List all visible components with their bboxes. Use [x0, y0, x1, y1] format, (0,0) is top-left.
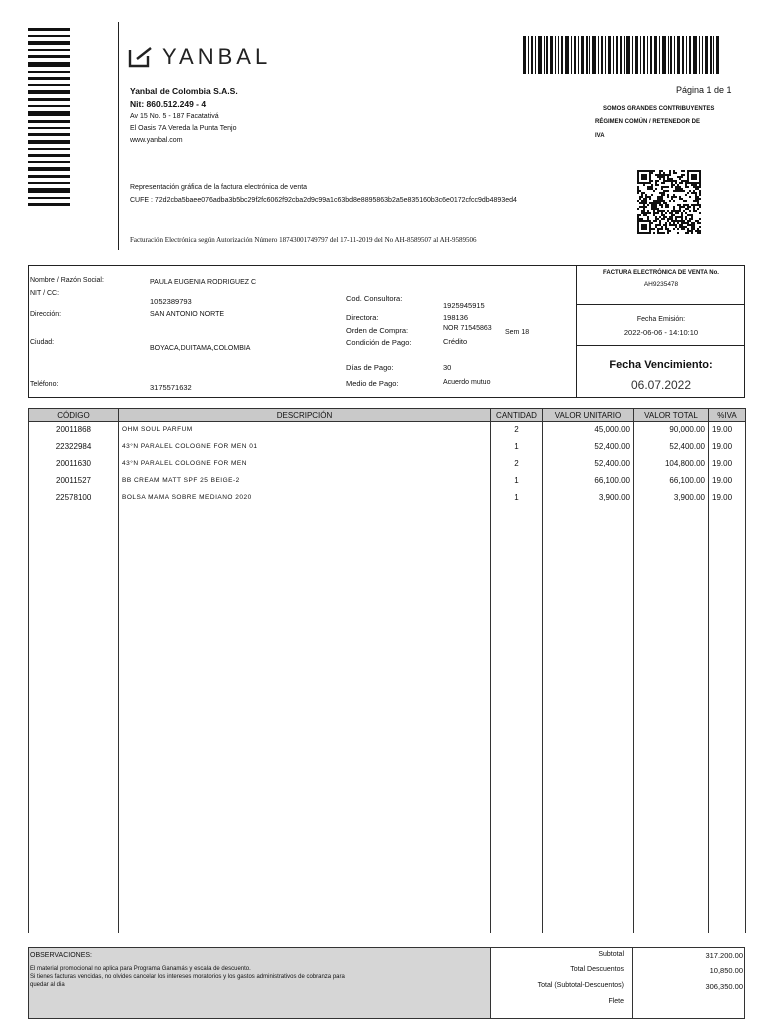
- taxpayer-line-1: SOMOS GRANDES CONTRIBUYENTES: [603, 106, 715, 112]
- name-value: PAULA EUGENIA RODRIGUEZ C: [150, 279, 257, 286]
- address-label: Dirección:: [30, 311, 62, 318]
- row-code: 20011630: [29, 456, 119, 473]
- consultant-label: Cod. Consultora:: [346, 294, 403, 303]
- row-quantity: 1: [491, 439, 543, 456]
- header-code: CÓDIGO: [29, 409, 119, 422]
- barcode-bar: [523, 36, 526, 74]
- barcode-bar: [544, 36, 545, 74]
- authorization-text: Facturación Electrónica según Autorización Número 18743001749797 del 17-11-2019 del No AH-8589507 al AH-9589506: [130, 236, 477, 244]
- row-quantity: 1: [491, 490, 543, 507]
- barcode-bar: [677, 36, 680, 74]
- barcode-bar: [632, 36, 633, 74]
- barcode-bar: [710, 36, 712, 74]
- payment-days-label: Días de Pago:: [346, 363, 394, 372]
- barcode-bar: [28, 154, 70, 157]
- barcode-bar: [640, 36, 641, 74]
- barcode-bar: [28, 133, 70, 136]
- barcode-bar: [705, 36, 708, 74]
- barcode-bar: [650, 36, 652, 74]
- barcode-bar: [28, 84, 70, 86]
- barcode-bar: [574, 36, 576, 74]
- barcode-bar: [28, 148, 70, 150]
- barcode-bar: [670, 36, 672, 74]
- row-code: 20011868: [29, 422, 119, 439]
- row-iva: 19.00: [709, 422, 746, 439]
- footer-divider-1: [490, 947, 491, 1019]
- invoice-number: AH9235478: [643, 281, 679, 288]
- row-unit-value: 66,100.00: [543, 473, 634, 490]
- barcode-bar: [28, 182, 70, 184]
- barcode-bar: [654, 36, 657, 74]
- barcode-bar: [716, 36, 719, 74]
- barcode-bar: [28, 62, 70, 67]
- barcode-bar: [28, 167, 70, 171]
- row-iva: 19.00: [709, 439, 746, 456]
- cufe-code: CUFE : 72d2cba5baee076adba3b5bc29f2fc6062f92cba2d9c99a1c63bd8e8895863b2a5e835160b3c6e0172cfcc9db4893ed4: [130, 197, 517, 204]
- representation-text: Representación gráfica de la factura electrónica de venta: [130, 184, 308, 191]
- header-unit-value: VALOR UNITARIO: [543, 409, 634, 422]
- barcode-bar: [28, 49, 70, 51]
- row-unit-value: 45,000.00: [543, 422, 634, 439]
- horizontal-barcode: [523, 36, 720, 74]
- issue-date-label: Fecha Emisión:: [636, 316, 686, 323]
- row-total-value: 52,400.00: [634, 439, 709, 456]
- barcode-bar: [586, 36, 588, 74]
- observations-title: OBSERVACIONES:: [30, 952, 92, 959]
- row-iva: 19.00: [709, 490, 746, 507]
- barcode-bar: [693, 36, 697, 74]
- total-label: Total (Subtotal-Descuentos): [537, 982, 624, 989]
- barcode-bar: [28, 35, 70, 37]
- barcode-bar: [28, 105, 70, 107]
- qr-code-icon: [637, 170, 701, 234]
- header-iva: %IVA: [709, 409, 746, 422]
- row-total-value: 90,000.00: [634, 422, 709, 439]
- barcode-bar: [682, 36, 684, 74]
- table-row: [29, 473, 746, 490]
- row-unit-value: 52,400.00: [543, 439, 634, 456]
- barcode-bar: [620, 36, 622, 74]
- row-iva: 19.00: [709, 456, 746, 473]
- discounts-label: Total Descuentos: [570, 966, 624, 973]
- city-value: BOYACA,DUITAMA,COLOMBIA: [150, 345, 251, 352]
- barcode-bar: [535, 36, 536, 74]
- director-value: 198136: [443, 313, 469, 322]
- barcode-bar: [528, 36, 529, 74]
- barcode-bar: [28, 77, 70, 80]
- header-description: DESCRIPCIÓN: [119, 409, 491, 422]
- row-description: OHM SOUL PARFUM: [119, 422, 491, 439]
- barcode-bar: [28, 197, 70, 199]
- row-code: 22578100: [29, 490, 119, 507]
- freight-label: Flete: [608, 998, 624, 1005]
- barcode-bar: [686, 36, 687, 74]
- table-header-row: [29, 409, 746, 422]
- barcode-bar: [555, 36, 556, 74]
- row-unit-value: 52,400.00: [543, 456, 634, 473]
- barcode-bar: [558, 36, 559, 74]
- row-unit-value: 3,900.00: [543, 490, 634, 507]
- purchase-order-value: NOR 71545863: [443, 325, 492, 332]
- row-iva: 19.00: [709, 473, 746, 490]
- items-table: [28, 408, 746, 933]
- barcode-bar: [28, 188, 70, 193]
- city-label: Ciudad:: [30, 339, 55, 346]
- payment-days-value: 30: [443, 363, 452, 372]
- subtotal-value: 317.200.00: [705, 951, 743, 960]
- barcode-bar: [689, 36, 691, 74]
- page-number: Página 1 de 1: [676, 85, 732, 95]
- barcode-bar: [605, 36, 606, 74]
- vertical-barcode: [28, 28, 70, 206]
- barcode-bar: [565, 36, 569, 74]
- barcode-bar: [601, 36, 603, 74]
- taxpayer-line-2: RÉGIMEN COMÚN / RETENEDOR DE: [595, 119, 701, 125]
- barcode-bar: [28, 71, 70, 73]
- barcode-bar: [659, 36, 660, 74]
- table-filler-row: [29, 507, 746, 933]
- row-quantity: 2: [491, 456, 543, 473]
- logo-mark-icon: [128, 46, 154, 68]
- row-total-value: 104,800.00: [634, 456, 709, 473]
- payment-method-label: Medio de Pago:: [346, 379, 399, 388]
- payment-method-value: Acuerdo mutuo: [443, 379, 491, 386]
- barcode-bar: [592, 36, 596, 74]
- purchase-order-label: Orden de Compra:: [346, 326, 409, 335]
- barcode-bar: [550, 36, 553, 74]
- payment-condition-value: Crédito: [443, 337, 468, 346]
- barcode-bar: [538, 36, 542, 74]
- yanbal-logo: [128, 44, 271, 70]
- company-nit: Nit: 860.512.249 - 4: [130, 99, 207, 109]
- phone-label: Teléfono:: [30, 381, 59, 388]
- barcode-bar: [28, 161, 70, 163]
- taxpayer-line-3: IVA: [595, 133, 605, 139]
- barcode-bar: [668, 36, 669, 74]
- barcode-bar: [561, 36, 563, 74]
- barcode-bar: [531, 36, 533, 74]
- table-row: [29, 456, 746, 473]
- header-total-value: VALOR TOTAL: [634, 409, 709, 422]
- subtotal-label: Subtotal: [598, 951, 624, 958]
- row-description: 43°N PARALEL COLOGNE FOR MEN 01: [119, 439, 491, 456]
- header-divider: [118, 22, 119, 250]
- consultant-value: 1925945915: [443, 301, 485, 310]
- due-date-label: Fecha Vencimiento:: [609, 359, 713, 371]
- week-value: Sem 18: [505, 329, 530, 336]
- phone-value: 3175571632: [150, 383, 192, 392]
- barcode-bar: [28, 28, 70, 31]
- observations-line-2: Si tienes facturas vencidas, no olvides cancelar los intereses moratorios y los gastos administrativos de cobranza para: [30, 974, 345, 980]
- row-total-value: 66,100.00: [634, 473, 709, 490]
- barcode-bar: [635, 36, 638, 74]
- name-label: Nombre / Razón Social:: [30, 277, 104, 284]
- barcode-bar: [28, 90, 70, 94]
- row-total-value: 3,900.00: [634, 490, 709, 507]
- company-website: www.yanbal.com: [130, 137, 183, 144]
- company-address: Av 15 No. 5 - 187 Facatativá: [130, 113, 219, 120]
- observations-line-3: quedar al dia: [30, 982, 65, 988]
- table-row: [29, 490, 746, 507]
- barcode-bar: [28, 127, 70, 129]
- row-description: 43°N PARALEL COLOGNE FOR MEN: [119, 456, 491, 473]
- due-date-value: 06.07.2022: [630, 378, 692, 392]
- barcode-bar: [28, 175, 70, 178]
- row-quantity: 1: [491, 473, 543, 490]
- director-label: Directora:: [346, 313, 379, 322]
- row-quantity: 2: [491, 422, 543, 439]
- barcode-bar: [598, 36, 599, 74]
- footer-divider-2: [632, 947, 633, 1019]
- barcode-bar: [616, 36, 618, 74]
- info-box-hline-2: [576, 345, 745, 346]
- barcode-bar: [647, 36, 648, 74]
- table-row: [29, 422, 746, 439]
- logo-text: YANBAL: [162, 44, 272, 69]
- barcode-bar: [571, 36, 572, 74]
- company-address-2: El Oasis 7A Vereda la Punta Tenjo: [130, 125, 237, 132]
- nit-label: NIT / CC:: [30, 290, 60, 297]
- barcode-bar: [589, 36, 590, 74]
- barcode-bar: [28, 203, 70, 206]
- barcode-bar: [608, 36, 611, 74]
- company-name: Yanbal de Colombia S.A.S.: [130, 86, 238, 96]
- observations-line-1: El material promocional no aplica para Programa Ganamás y escala de descuento.: [30, 966, 251, 972]
- barcode-bar: [28, 41, 70, 45]
- row-code: 20011527: [29, 473, 119, 490]
- barcode-bar: [581, 36, 584, 74]
- barcode-bar: [28, 140, 70, 144]
- info-box-hline-1: [576, 304, 745, 305]
- barcode-bar: [613, 36, 614, 74]
- issue-date-value: 2022-06-06 - 14:10:10: [623, 328, 699, 337]
- row-code: 22322984: [29, 439, 119, 456]
- nit-value: 1052389793: [150, 297, 192, 306]
- barcode-bar: [674, 36, 675, 74]
- barcode-bar: [702, 36, 703, 74]
- address-value: SAN ANTONIO NORTE: [150, 311, 225, 318]
- row-description: BOLSA MAMA SOBRE MEDIANO 2020: [119, 490, 491, 507]
- payment-condition-label: Condición de Pago:: [346, 338, 412, 347]
- barcode-bar: [28, 120, 70, 123]
- barcode-bar: [546, 36, 548, 74]
- barcode-bar: [578, 36, 579, 74]
- barcode-bar: [28, 55, 70, 58]
- discounts-value: 10,850.00: [709, 966, 743, 975]
- invoice-title: FACTURA ELECTRÓNICA DE VENTA No.: [603, 270, 719, 276]
- barcode-bar: [28, 98, 70, 101]
- header-quantity: CANTIDAD: [491, 409, 543, 422]
- total-value: 306,350.00: [705, 982, 743, 991]
- observations-panel: [29, 948, 490, 1018]
- barcode-bar: [624, 36, 625, 74]
- row-description: BB CREAM MATT SPF 25 BEIGE-2: [119, 473, 491, 490]
- table-row: [29, 439, 746, 456]
- barcode-bar: [28, 111, 70, 116]
- barcode-bar: [626, 36, 630, 74]
- barcode-bar: [713, 36, 714, 74]
- barcode-bar: [662, 36, 666, 74]
- barcode-bar: [699, 36, 700, 74]
- barcode-bar: [643, 36, 645, 74]
